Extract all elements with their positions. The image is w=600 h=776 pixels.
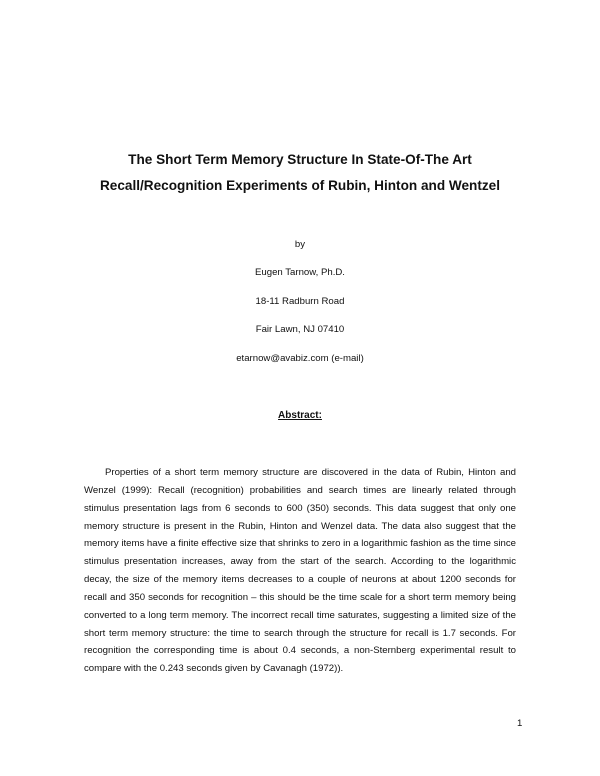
author-name: Eugen Tarnow, Ph.D. bbox=[255, 267, 345, 278]
author-email: etarnow@avabiz.com (e-mail) bbox=[236, 353, 364, 364]
address-city: Fair Lawn, NJ 07410 bbox=[255, 324, 345, 335]
address-street: 18-11 Radburn Road bbox=[255, 296, 345, 307]
abstract-heading: Abstract: bbox=[278, 410, 322, 421]
byline-by: by bbox=[294, 239, 306, 250]
page-number: 1 bbox=[517, 718, 523, 729]
paper-title-line-1: The Short Term Memory Structure In State-Of-The Art bbox=[128, 152, 472, 167]
abstract-paragraph: Properties of a short term memory structure are discovered in the data of Rubin, Hinton and Wenzel (1999): Recall (recognition) probabilities and search times are linearly related through stimulus presentation lags from 6 seconds to 600 (350) seconds. This data suggest that only one memory structure is present in the Rubin, Hinton and Wenzel data. The data also suggest that the memory items have a finite effective size that shrinks to zero in a logarithmic fashion as the time since stimulus presentation increases, away from the start of the search. According to the logarithmic decay, the size of the memory items decreases to a couple of neurons at about 1200 seconds for recall and 350 seconds for recognition – this should be the time scale for a short term memory being converted to a long term memory. The incorrect recall time saturates, suggesting a limited size of the short term memory structure: the time to search through the structure for recall is 1.7 seconds. For recognition the corresponding time is about 0.4 seconds, a non-Sternberg experimental result to compare with the 0.243 seconds given by Cavanagh (1972)). bbox=[84, 467, 516, 675]
paper-title-line-2: Recall/Recognition Experiments of Rubin, Hinton and Wentzel bbox=[99, 178, 501, 193]
